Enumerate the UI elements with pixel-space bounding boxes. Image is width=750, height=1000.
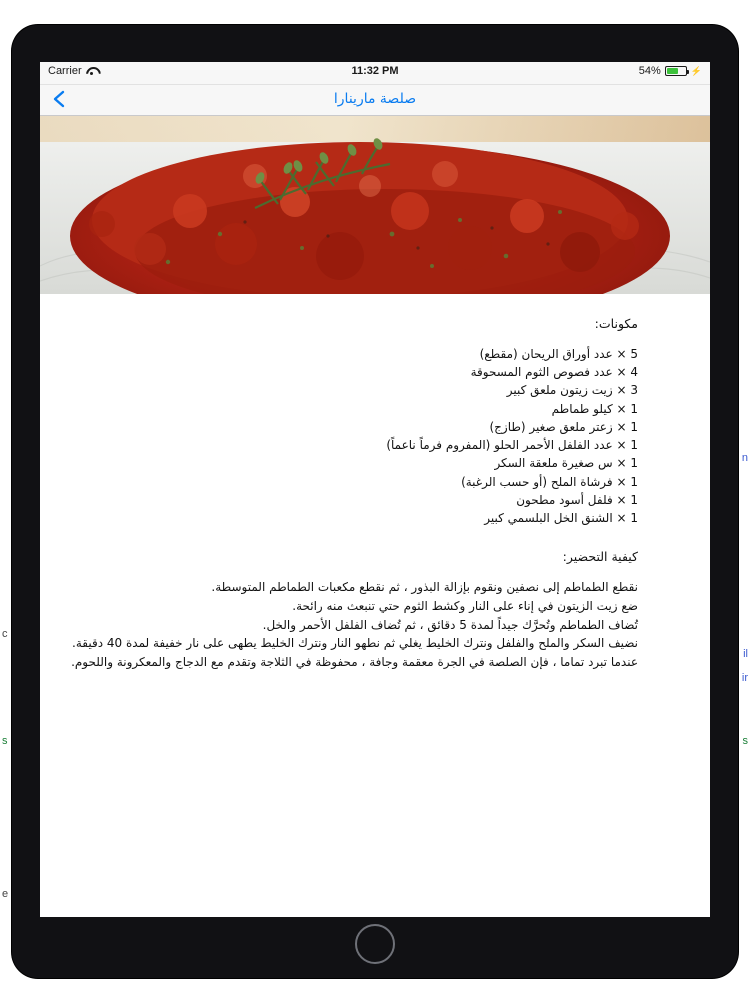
method-step: ضع زيت الزيتون في إناء على النار وكشط الثوم حتي تنبعث منه رائحة. bbox=[292, 598, 638, 613]
background-fragment: ir bbox=[741, 672, 748, 684]
navigation-bar bbox=[40, 85, 710, 116]
battery-percent-label: 54% bbox=[638, 65, 661, 77]
list-item: 5 × عدد أوراق الريحان (مقطع) bbox=[479, 347, 638, 361]
list-item: 1 × فلفل أسود مطحون bbox=[516, 492, 638, 507]
page-title: صلصة مارينارا bbox=[333, 91, 417, 107]
status-bar-right bbox=[639, 65, 702, 77]
list-item: 1 × الشنق الخل البلسمي كبير bbox=[484, 511, 638, 526]
recipe-content[interactable] bbox=[40, 116, 710, 917]
recipe-hero-image bbox=[40, 116, 710, 294]
lightning-bolt-icon: ⚡ bbox=[690, 65, 702, 76]
ingredients-heading: مكونات: bbox=[594, 316, 638, 331]
list-item: 1 × زعتر ملعق صغير (طازج) bbox=[489, 419, 638, 434]
status-bar-clock: 11:32 PM bbox=[351, 65, 399, 77]
background-fragment: s bbox=[2, 735, 8, 747]
tablet-device-frame bbox=[12, 25, 738, 978]
list-item: 3 × زيت زيتون ملعق كبير bbox=[506, 383, 638, 398]
method-step: نقطع الطماطم إلى نصفين ونقوم بإزالة البذور ، ثم نقطع مكعبات الطماطم المتوسطة. bbox=[211, 580, 638, 595]
battery-fill bbox=[667, 68, 678, 74]
method-step: تُضاف الطماطم وتُحرَّك جيداً لمدة 5 دقائق ، ثم تُضاف الفلفل الأحمر والخل. bbox=[262, 617, 638, 632]
method-step: نضيف السكر والملح والفلفل ونترك الخليط يغلي ثم نطهو النار ونترك الخليط يطهى على نار خفيفة لمدة 40 دقيقة. bbox=[72, 636, 638, 651]
list-item: 1 × س صغيرة ملعقة السكر bbox=[494, 456, 638, 471]
list-item: 1 × كيلو طماطم bbox=[551, 401, 638, 416]
list-item: 1 × فرشاة الملح (أو حسب الرغبة) bbox=[461, 474, 638, 489]
method-heading: كيفية التحضير: bbox=[562, 549, 638, 565]
home-button[interactable] bbox=[355, 924, 395, 964]
background-fragment: c bbox=[2, 628, 8, 640]
carrier-label: Carrier bbox=[48, 65, 82, 77]
recipe-text-block bbox=[40, 294, 710, 671]
method-steps bbox=[71, 578, 638, 671]
background-fragment: il bbox=[743, 648, 748, 660]
background-fragment: n bbox=[741, 452, 748, 464]
background-fragment: s bbox=[742, 735, 748, 747]
ingredients-list bbox=[112, 345, 638, 527]
ios-status-bar bbox=[40, 62, 710, 85]
list-item: 4 × عدد فصوص الثوم المسحوقة bbox=[470, 365, 638, 380]
list-item: 1 × عدد الفلفل الأحمر الحلو (المفروم فرماً ناعماً) bbox=[386, 438, 638, 453]
background-fragment: e bbox=[2, 888, 9, 900]
device-screen bbox=[40, 62, 710, 917]
method-step: عندما تبرد تماما ، فإن الصلصة في الجرة معقمة وجافة ، محفوظة في الثلاجة وتقدم مع الدجاج والمعكرونة واللحوم. bbox=[71, 654, 638, 669]
battery-icon bbox=[665, 66, 687, 76]
